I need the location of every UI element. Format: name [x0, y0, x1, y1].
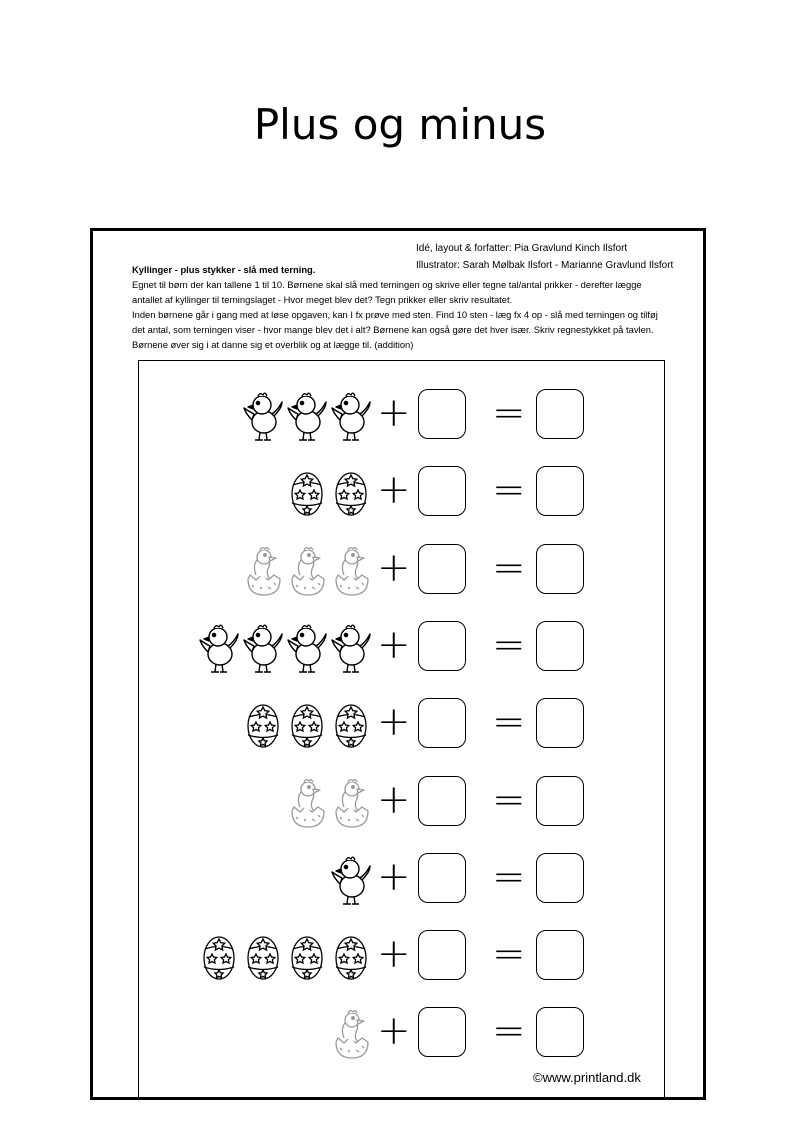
equals-sign: =: [492, 853, 526, 900]
instructions-line: Børnene øver sig i at danne sig et overblik og at lægge til. (addition): [132, 339, 414, 350]
exercise-row: [0, 542, 800, 602]
answer-box-result: [536, 853, 584, 903]
item-group: [330, 1007, 372, 1061]
answer-box-result: [536, 389, 584, 439]
instructions-line: Egnet til børn der kan tallene 1 til 10. Børnene skal slå med terningen og skrive eller tegne tal/antal prikker - derefter lægge: [132, 279, 642, 290]
plus-sign: +: [377, 544, 411, 591]
chick-icon: [330, 390, 372, 442]
hatching-chick-icon: [330, 1008, 372, 1060]
hatching-chick-icon: [286, 777, 328, 829]
exercise-row: [0, 774, 800, 834]
item-group: [242, 544, 372, 598]
chick-icon: [242, 390, 284, 442]
answer-box-result: [536, 466, 584, 516]
exercise-row: [0, 619, 800, 679]
copyright: ©www.printland.dk: [533, 1070, 641, 1085]
answer-box-result: [536, 1007, 584, 1057]
chick-icon: [286, 390, 328, 442]
equals-sign: =: [492, 931, 526, 978]
plus-sign: +: [377, 853, 411, 900]
credits-author: Idé, layout & forfatter: Pia Gravlund Kinch Ilsfort: [416, 243, 628, 254]
easter-egg-icon: [242, 931, 284, 983]
equals-sign: =: [492, 699, 526, 746]
credits-illustrator: Illustrator: Sarah Mølbak Ilsfort - Marianne Gravlund Ilsfort: [416, 260, 674, 271]
item-group: [198, 621, 372, 675]
exercise-row: [0, 851, 800, 911]
answer-box-addend: [418, 853, 466, 903]
hatching-chick-icon: [330, 777, 372, 829]
plus-sign: +: [377, 390, 411, 436]
plus-sign: +: [377, 467, 411, 514]
easter-egg-icon: [330, 931, 372, 983]
exercise-row: [0, 928, 800, 988]
item-group: [198, 930, 372, 984]
easter-egg-icon: [330, 467, 372, 519]
exercise-row: [0, 387, 800, 447]
equals-sign: =: [492, 544, 526, 591]
easter-egg-icon: [330, 699, 372, 751]
instructions-line: antallet af kyllinger til terningslaget - Hvor meget blev det? Tegn prikker eller skriv resultatet.: [132, 294, 513, 305]
item-group: [286, 776, 372, 830]
answer-box-addend: [418, 544, 466, 594]
instructions-line: det antal, som terningen viser - hvor mange blev det i alt? Børnene kan også gøre det hver især. Skriv regnestykket på tavlen.: [132, 324, 654, 335]
item-group: [330, 853, 372, 907]
exercise-row: [0, 1005, 800, 1065]
chick-icon: [330, 854, 372, 906]
easter-egg-icon: [286, 931, 328, 983]
answer-box-addend: [418, 1007, 466, 1057]
equals-sign: =: [492, 390, 526, 436]
instructions-line: Inden børnene går i gang med at løse opgaven, kan I fx prøve med sten. Find 10 sten - læg fx 4 op - slå med terningen og tilføj: [132, 309, 658, 320]
easter-egg-icon: [286, 467, 328, 519]
plus-sign: +: [377, 931, 411, 978]
page-title: Plus og minus: [253, 100, 547, 149]
exercise-row: [0, 464, 800, 524]
chick-icon: [286, 622, 328, 674]
instructions: [132, 262, 682, 352]
answer-box-result: [536, 621, 584, 671]
chick-icon: [198, 622, 240, 674]
chick-icon: [330, 622, 372, 674]
answer-box-addend: [418, 776, 466, 826]
plus-sign: +: [377, 621, 411, 668]
easter-egg-icon: [198, 931, 240, 983]
equals-sign: =: [492, 1008, 526, 1055]
hatching-chick-icon: [242, 545, 284, 597]
answer-box-result: [536, 698, 584, 748]
answer-box-addend: [418, 621, 466, 671]
easter-egg-icon: [286, 699, 328, 751]
hatching-chick-icon: [330, 545, 372, 597]
hatching-chick-icon: [286, 545, 328, 597]
answer-box-addend: [418, 389, 466, 439]
easter-egg-icon: [242, 699, 284, 751]
item-group: [242, 389, 372, 443]
chick-icon: [242, 622, 284, 674]
answer-box-addend: [418, 930, 466, 980]
plus-sign: +: [377, 699, 411, 746]
answer-box-addend: [418, 698, 466, 748]
plus-sign: +: [377, 776, 411, 823]
equals-sign: =: [492, 467, 526, 514]
answer-box-result: [536, 776, 584, 826]
answer-box-addend: [418, 466, 466, 516]
equals-sign: =: [492, 621, 526, 668]
answer-box-result: [536, 544, 584, 594]
item-group: [242, 698, 372, 752]
equals-sign: =: [492, 776, 526, 823]
instructions-heading: Kyllinger - plus stykker - slå med terning.: [132, 264, 316, 275]
answer-box-result: [536, 930, 584, 980]
item-group: [286, 466, 372, 520]
plus-sign: +: [377, 1008, 411, 1055]
exercise-row: [0, 696, 800, 756]
